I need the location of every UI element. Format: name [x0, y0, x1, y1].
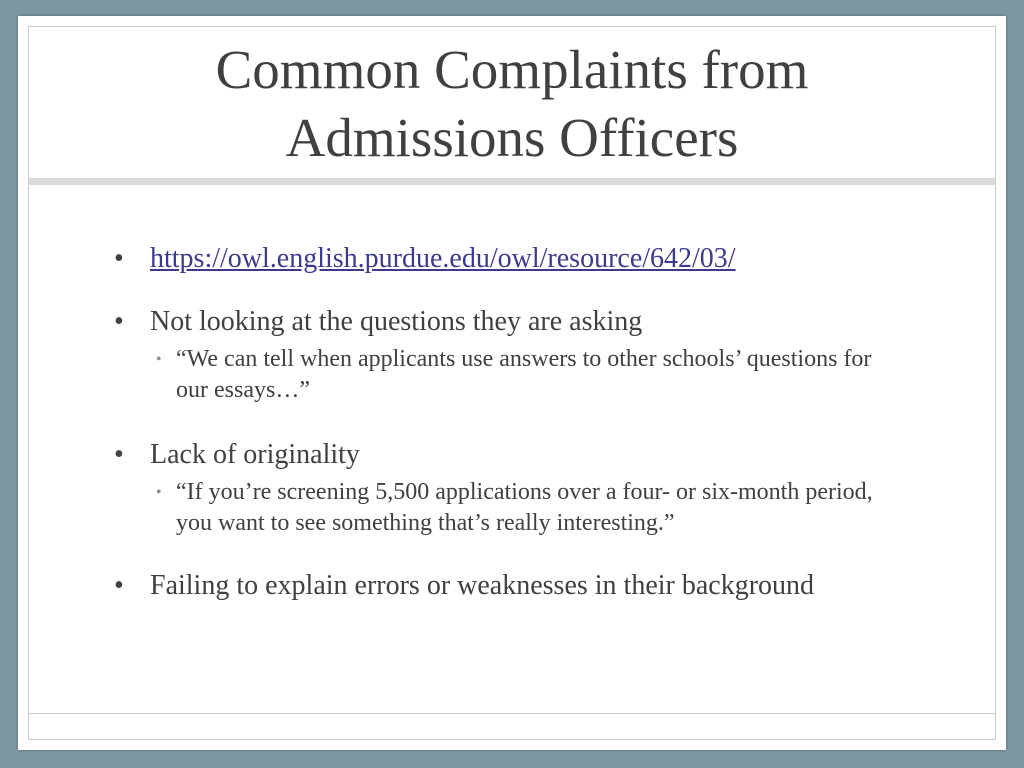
bullet-glyph: • — [114, 243, 124, 274]
slide — [18, 16, 1006, 750]
bullet-glyph: • — [114, 570, 124, 601]
bullet-item-link — [108, 242, 908, 275]
bullet-item-errors — [108, 569, 908, 602]
sub-bullet-item-questions — [108, 344, 908, 406]
title-line-2: Admissions Officers — [285, 107, 739, 168]
bullet-text: Lack of originality — [150, 439, 360, 470]
slide-title — [18, 36, 1006, 172]
bullet-text: Failing to explain errors or weaknesses in their background — [150, 570, 815, 601]
bullet-item-questions — [108, 305, 908, 338]
bullet-glyph: • — [114, 439, 124, 470]
sub-bullet-glyph: • — [156, 351, 162, 368]
sub-bullet-item-originality — [108, 477, 908, 539]
sub-bullet-glyph: • — [156, 484, 162, 501]
title-divider — [28, 178, 996, 185]
bullet-list — [108, 242, 908, 602]
bullet-glyph: • — [114, 306, 124, 337]
bullet-text: Not looking at the questions they are asking — [150, 306, 643, 337]
sub-bullet-text: “We can tell when applicants use answers to other schools’ questions for our essays…” — [176, 346, 872, 403]
bottom-divider — [28, 713, 996, 714]
title-line-1: Common Complaints from — [215, 39, 809, 100]
sub-bullet-text: “If you’re screening 5,500 applications over a four- or six-month period, you want to see something that’s really interesting.” — [176, 479, 873, 536]
purdue-owl-link[interactable]: https://owl.english.purdue.edu/owl/resource/642/03/ — [150, 243, 736, 274]
bullet-item-originality — [108, 438, 908, 471]
